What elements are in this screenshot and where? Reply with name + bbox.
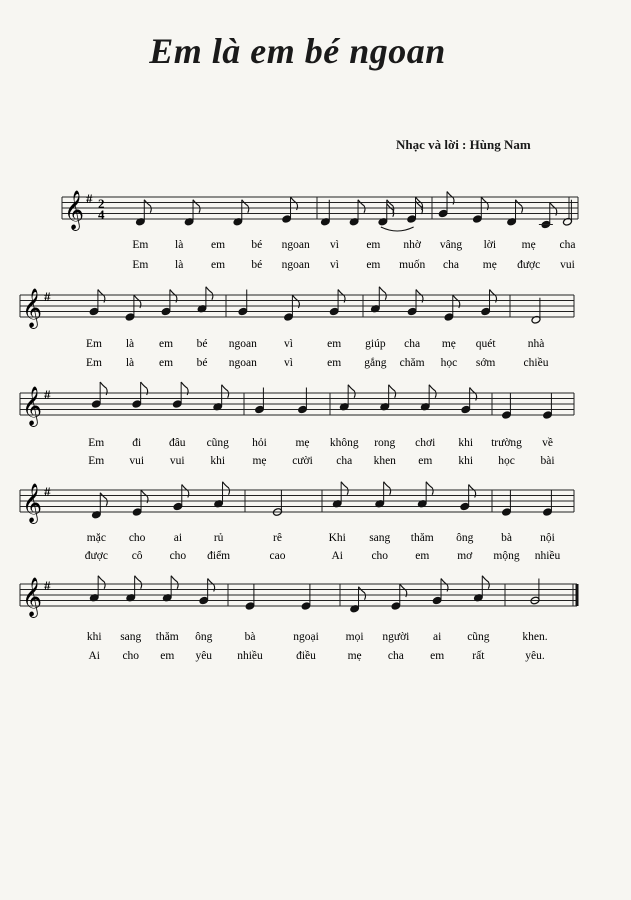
lyric-word: cho (371, 550, 389, 562)
lyric-word: ngoan (281, 259, 310, 271)
lyric-word: đi (132, 437, 142, 449)
lyric-word: nhiều (534, 550, 561, 562)
lyric-word: Ai (88, 650, 100, 662)
lyric-word: mẹ (482, 259, 497, 271)
lyric-word: em (418, 455, 433, 467)
lyric-word: mẹ (441, 338, 456, 350)
key-signature-sharp: # (44, 387, 51, 402)
note-flag (100, 493, 107, 506)
lyric-word: cha (559, 239, 576, 251)
lyric-word: đâu (168, 437, 186, 449)
lyric-word: em (366, 239, 381, 251)
lyric-word: vui (129, 455, 145, 467)
lyric-word: mặc (86, 532, 106, 544)
composer-credit: Nhạc và lời : Hùng Nam (396, 137, 531, 152)
note-flag (384, 482, 391, 495)
lyric-word: Em (86, 357, 102, 369)
treble-clef-icon: 𝄞 (22, 388, 43, 425)
lyric-word: cô (131, 550, 143, 562)
lyric-word: ngoan (228, 338, 257, 350)
key-signature-sharp: # (44, 578, 51, 593)
time-signature-top: 2 (98, 196, 105, 211)
lyric-word: rủ (213, 532, 224, 544)
lyric-word: Em (86, 338, 102, 350)
lyric-word: bé (251, 239, 263, 251)
lyric-word: vì (284, 338, 293, 350)
lyric-word: bà (501, 532, 512, 544)
lyric-word: em (415, 550, 430, 562)
lyric-word: bé (196, 338, 208, 350)
lyric-word: nhà (527, 338, 545, 350)
lyric-word: cha (336, 455, 353, 467)
lyric-word: Em (88, 437, 105, 449)
lyric-word: mẹ (252, 455, 267, 467)
lyric-word: bài (540, 455, 555, 467)
note-flag (341, 482, 348, 495)
staff-system-1 (62, 191, 578, 271)
lyric-word: ngoan (281, 239, 310, 251)
lyric-word: là (175, 259, 184, 271)
note-flag (193, 200, 200, 213)
note-flag (482, 576, 489, 589)
time-signature-bottom: 4 (98, 207, 105, 222)
lyric-word: em (158, 338, 174, 350)
lyric-word: cao (269, 550, 286, 562)
lyric-word: khi (458, 455, 474, 467)
lyric-word: sang (369, 532, 391, 544)
lyric-word: Em (132, 239, 149, 251)
treble-clef-icon: 𝄞 (22, 290, 43, 327)
lyric-word: ông (195, 631, 213, 643)
lyric-word: em (158, 357, 174, 369)
lyric-word: vì (330, 239, 339, 251)
lyric-word: thăm (410, 532, 434, 544)
lyric-word: mơ (457, 550, 473, 562)
treble-clef-icon: 𝄞 (22, 485, 43, 522)
lyric-word: thăm (155, 631, 179, 643)
lyric-word: ai (432, 631, 442, 643)
note-flag (379, 287, 386, 300)
key-signature-sharp: # (86, 191, 93, 206)
key-signature-sharp: # (44, 484, 51, 499)
slur (381, 227, 414, 231)
lyric-word: vì (284, 357, 293, 369)
lyric-word: bé (251, 259, 263, 271)
lyric-word: mẹ (521, 239, 536, 251)
staff-system-3 (20, 382, 574, 467)
note-flag (516, 200, 523, 213)
note-flag (223, 482, 230, 495)
lyric-word: không (329, 437, 359, 449)
lyric-word: Khi (328, 532, 346, 544)
lyric-word: cho (169, 550, 187, 562)
lyric-word: hỏi (252, 437, 267, 449)
lyric-word: mẹ (295, 437, 310, 449)
note-flag (429, 385, 436, 398)
lyric-word: em (430, 650, 445, 662)
lyric-word: khen. (522, 631, 548, 643)
lyric-word: về (542, 437, 553, 449)
lyric-word: mọi (345, 631, 364, 643)
lyric-word: cho (128, 532, 146, 544)
note-flag (206, 287, 213, 300)
note-flag (98, 576, 105, 589)
lyric-word: em (327, 357, 342, 369)
lyric-word: ngoại (293, 631, 319, 643)
lyric-word: rê (273, 532, 282, 544)
lyric-word: cười (292, 455, 313, 467)
lyric-word: là (125, 357, 135, 369)
lyric-word: là (125, 338, 135, 350)
lyric-word: Em (132, 259, 149, 271)
note-flag (426, 482, 433, 495)
lyric-word: học (440, 357, 458, 369)
lyric-word: học (498, 455, 515, 467)
lyric-word: chiều (523, 357, 549, 369)
lyric-word: em (211, 239, 226, 251)
lyric-word: ai (173, 532, 183, 544)
lyric-word: sớm (475, 357, 496, 369)
lyric-word: yêu. (525, 650, 545, 662)
lyric-word: bé (196, 357, 208, 369)
lyric-word: em (211, 259, 226, 271)
lyric-word: bà (244, 631, 256, 643)
lyric-word: muốn (399, 259, 426, 271)
note-flag (348, 385, 355, 398)
note-flag (389, 385, 396, 398)
lyric-word: vì (330, 259, 339, 271)
lyric-word: rất (472, 650, 485, 662)
lyric-word: quét (475, 338, 496, 350)
lyric-word: sang (120, 631, 142, 643)
note-flag (171, 576, 178, 589)
note-flag (387, 200, 394, 213)
staff-system-2 (20, 287, 574, 369)
note-flag (358, 200, 365, 213)
key-signature-sharp: # (44, 289, 51, 304)
note-flag (359, 587, 366, 600)
note-flag (135, 576, 142, 589)
lyric-word: mộng (493, 550, 520, 562)
lyric-word: cha (404, 338, 421, 350)
lyric-word: vâng (439, 239, 463, 251)
lyric-word: vui (560, 259, 575, 271)
treble-clef-icon: 𝄞 (64, 192, 85, 229)
lyric-word: cho (122, 650, 140, 662)
lyric-word: khi (210, 455, 226, 467)
lyric-word: Ai (331, 550, 343, 562)
song-title: Em là em bé ngoan (149, 31, 446, 71)
lyric-word: là (175, 239, 184, 251)
lyric-word: chăm (399, 357, 425, 369)
lyric-word: Em (88, 455, 105, 467)
lyric-word: cũng (206, 437, 229, 449)
lyric-word: trường (491, 437, 522, 449)
staff-system-5 (20, 576, 577, 662)
lyric-word: vui (169, 455, 185, 467)
lyric-word: rong (374, 437, 396, 449)
lyric-word: cũng (467, 631, 490, 643)
staff-system-4 (20, 482, 574, 562)
lyric-word: em (366, 259, 381, 271)
lyric-word: được (84, 550, 108, 562)
note-flag (242, 200, 249, 213)
lyric-word: được (517, 259, 541, 271)
treble-clef-icon: 𝄞 (22, 579, 43, 616)
lyric-word: ông (456, 532, 474, 544)
lyric-word: khen (373, 455, 396, 467)
lyric-word: khi (458, 437, 474, 449)
lyric-word: điểm (207, 550, 231, 562)
lyric-word: em (327, 338, 342, 350)
lyric-word: ngoan (228, 357, 257, 369)
note-flag (222, 385, 229, 398)
lyric-word: chơi (415, 437, 436, 449)
lyric-word: nhờ (403, 239, 421, 251)
note-flag (144, 200, 151, 213)
lyric-word: người (382, 631, 410, 643)
lyric-word: điều (296, 650, 316, 662)
lyric-word: cha (443, 259, 459, 271)
lyric-word: em (160, 650, 175, 662)
lyric-word: gắng (364, 357, 387, 369)
lyric-word: giúp (365, 338, 386, 350)
lyric-word: cha (387, 650, 404, 662)
lyric-word: nội (540, 532, 555, 544)
lyric-word: lời (483, 239, 497, 251)
lyric-word: nhiều (237, 650, 263, 662)
lyric-word: mẹ (347, 650, 362, 662)
lyric-word: yêu (195, 650, 213, 662)
lyric-word: khi (86, 631, 102, 643)
